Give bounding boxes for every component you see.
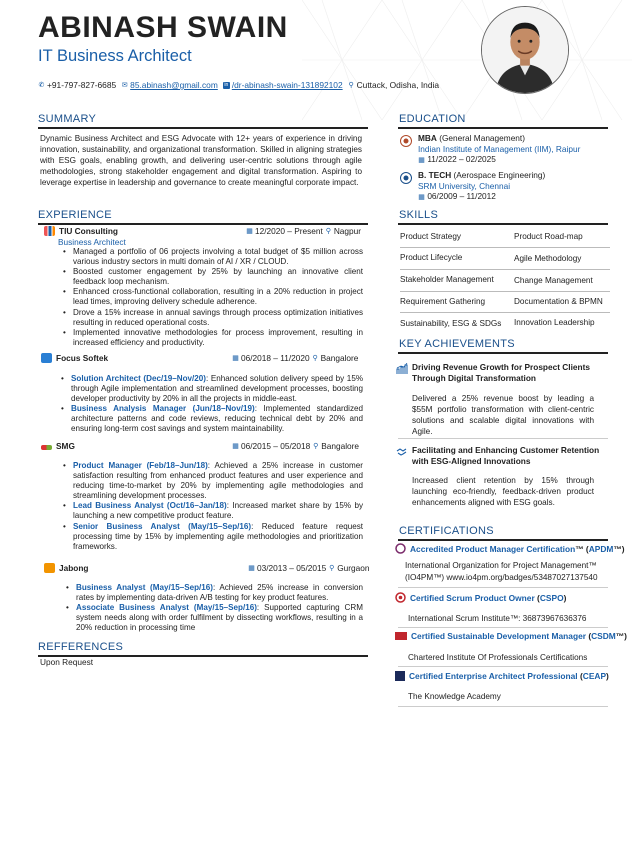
candidate-name: ABINASH SWAIN (38, 11, 288, 44)
skill-divider (400, 247, 610, 248)
srm-logo-icon (400, 172, 412, 184)
header-pattern (302, 0, 632, 120)
tiu-logo-icon (44, 226, 55, 236)
list-item: • Solution Architect (Dec/19–Nov/20): Enhanced solution delivery speed by 15% through Agile implementation and streamlined development processes, boosting developer productivity by 20% in all the projects in middle-east. (71, 374, 363, 404)
achievement-divider (398, 438, 608, 439)
handshake-icon (396, 446, 408, 458)
job-company: SMG (56, 441, 75, 451)
certification-apdm: Accredited Product Manager Certification™ (APDM™) (395, 543, 625, 554)
skill-item: Agile Methodology (514, 254, 582, 263)
list-item: • Implemented innovative methodologies for process improvement, resulting in increased efficiency and productivity. (73, 328, 363, 348)
email-link[interactable]: 85.abinash@gmail.com (130, 80, 218, 90)
job-tiu-header (44, 226, 118, 236)
job-company: TIU Consulting (59, 226, 118, 236)
job-tiu-bullets (73, 247, 363, 348)
summary-divider (38, 127, 368, 129)
job-location: Bangalore (321, 441, 360, 451)
list-item: • Business Analyst (May/15–Sep/16): Achieved 25% increase in conversion rates by implementing data-driven A/B testing for key product features. (76, 583, 363, 603)
calendar-icon: ▦ (418, 157, 425, 165)
list-item: • Enhanced cross-functional collaboration, resulting in a 20% reduction in project lead times, improving delivery schedule adherence. (73, 287, 363, 307)
growth-chart-icon (396, 363, 408, 375)
job-jabong-bullets (76, 583, 363, 633)
job-smg-meta (232, 441, 359, 451)
certification-divider (398, 627, 608, 628)
experience-heading: EXPERIENCE (38, 209, 112, 221)
calendar-icon: ▦ (248, 564, 255, 572)
certification-divider (398, 666, 608, 667)
achievement-title: Facilitating and Enhancing Customer Retention with ESG-Aligned Innovations (412, 445, 600, 466)
skill-divider (400, 269, 610, 270)
skill-item: Product Road-map (514, 232, 583, 241)
achievement-text: Delivered a 25% revenue boost by leading a $55M portfolio transformation with client-centric solutions and scalable digital innovations with Agile. (412, 394, 594, 436)
iim-logo-icon (400, 135, 412, 147)
list-item: • Drove a 15% increase in annual savings through process optimization initiatives resulting in reduced operational costs. (73, 308, 363, 328)
calendar-icon: ▦ (418, 194, 425, 202)
list-item: • Business Analysis Manager (Jun/18–Nov/19): Implemented standardized architecture patterns and code reviews, reducing technical debt by 20% and ensuring long-term cost savings and system maintainability. (71, 404, 363, 434)
job-jabong-header (44, 563, 89, 573)
certification-csdm: Certified Sustainable Development Manager (CSDM™) (395, 631, 627, 641)
references-heading: REFFERENCES (38, 641, 124, 653)
skill-item: Documentation & BPMN (514, 297, 603, 306)
institution: SRM University, Chennai (418, 180, 511, 191)
contact-bar (38, 80, 439, 90)
jabong-logo-icon (44, 563, 55, 573)
focus-softek-logo-icon (41, 353, 52, 363)
skill-item: Product Strategy (400, 232, 461, 241)
avatar-illustration (482, 7, 568, 93)
achievements-divider (398, 352, 608, 354)
job-tiu-meta (246, 226, 361, 236)
list-item: • Senior Business Analyst (May/15–Sep/16): Reduced feature request processing time by 15% by implementing agile methodologies and prioritization frameworks. (73, 522, 363, 552)
job-dates: 06/2015 – 05/2018 (241, 441, 311, 451)
education-divider (398, 127, 608, 129)
skills-divider (398, 223, 608, 225)
job-company: Focus Softek (56, 353, 109, 363)
skill-item: Stakeholder Management (400, 275, 494, 284)
location-pin-icon: ⚲ (313, 442, 319, 450)
skill-item: Product Lifecycle (400, 253, 463, 262)
knowledge-academy-logo-icon (395, 671, 405, 681)
certifications-heading: CERTIFICATIONS (399, 525, 494, 537)
scrum-institute-badge-icon (395, 592, 406, 603)
skills-heading: SKILLS (399, 209, 439, 221)
references-text: Upon Request (40, 657, 94, 667)
linkedin-item[interactable] (223, 80, 343, 90)
education-btech-text: B. TECH (Aerospace Engineering) SRM University, Chennai ▦ 06/2009 – 11/2012 (418, 170, 546, 202)
certification-issuer: The Knowledge Academy (408, 692, 501, 701)
location-pin-icon: ⚲ (348, 81, 354, 89)
summary-text: Dynamic Business Architect and ESG Advocate with 12+ years of experience in driving innovation, sustainability, and organizational transformation. Skilled in aligning strategies with ESG goals, enabling growth, and delivering user-centric solutions through agile methodologies, strong stakeholder engagement and digital transformation. Aspiring to leverage expertise in leadership and governance to create meaningful corporate impact. (40, 134, 362, 188)
job-dates: 12/2020 – Present (255, 226, 323, 236)
experience-divider (38, 223, 368, 225)
job-location: Bangalore (320, 353, 359, 363)
summary-heading: SUMMARY (38, 113, 97, 125)
calendar-icon: ▦ (246, 227, 253, 235)
location-pin-icon: ⚲ (325, 227, 331, 235)
achievements-heading: KEY ACHIEVEMENTS (399, 338, 515, 350)
certification-issuer: Chartered Institute Of Professionals Certifications (408, 653, 588, 662)
list-item: • Managed a portfolio of 06 projects involving a total budget of $5 million across various industry sectors in multi domain of AI / XR / CLOUD. (73, 247, 363, 267)
linkedin-link[interactable]: /dr-abinash-swain-131892102 (231, 80, 343, 90)
education-mba-text: MBA (General Management) Indian Institute of Management (IIM), Raipur ▦ 11/2022 – 02/2025 (418, 133, 581, 165)
phone-item (38, 80, 116, 90)
calendar-icon: ▦ (232, 354, 239, 362)
skill-item: Change Management (514, 276, 593, 285)
job-focus-header (41, 353, 108, 363)
list-item: • Lead Business Analyst (Oct/16–Jan/18): Increased market share by 15% by launching a new competitive product feature. (73, 501, 363, 521)
job-dates: 06/2018 – 11/2020 (241, 353, 310, 363)
location-pin-icon: ⚲ (329, 564, 335, 572)
job-role: Business Architect (58, 237, 126, 247)
certification-divider (398, 587, 608, 588)
list-item: • Associate Business Analyst (May/15–Sep/16): Supported capturing CRM system needs along with order fulfilment by dissecting workflows, resulting in a 20% reduction in processing time (76, 603, 363, 633)
location-item (348, 80, 439, 90)
certification-divider (398, 706, 608, 707)
skill-divider (400, 312, 610, 313)
achievement-title: Driving Revenue Growth for Prospect Clients Through Digital Transformation (412, 362, 590, 383)
skill-item: Sustainability, ESG & SDGs (400, 319, 502, 328)
education-dates: ▦ 11/2022 – 02/2025 (418, 154, 496, 165)
smg-logo-icon (41, 445, 52, 450)
job-location: Nagpur (333, 226, 362, 236)
phone-text: +91-797-827-6685 (47, 80, 117, 90)
job-focus-meta (232, 353, 358, 363)
job-focus-bullets (71, 374, 363, 435)
certifications-divider (398, 539, 608, 541)
job-dates: 03/2013 – 05/2015 (257, 563, 327, 573)
job-smg-bullets (73, 461, 363, 552)
degree: B. TECH (418, 170, 452, 180)
job-jabong-meta (248, 563, 370, 573)
education-heading: EDUCATION (399, 113, 466, 125)
institution: Indian Institute of Management (IIM), Raipur (418, 143, 581, 154)
email-item[interactable] (121, 80, 218, 90)
io4pm-badge-icon (395, 543, 406, 554)
list-item: • Boosted customer engagement by 25% by launching an innovative client feedback loop mechanism. (73, 267, 363, 287)
candidate-title: IT Business Architect (38, 47, 192, 65)
email-icon: ✉ (121, 81, 128, 89)
job-company: Jabong (59, 563, 89, 573)
certification-cspo: Certified Scrum Product Owner (CSPO) (395, 592, 566, 603)
linkedin-icon: in (224, 81, 229, 88)
certification-ceap: Certified Enterprise Architect Professional (CEAP) (395, 671, 609, 681)
phone-icon: ✆ (38, 81, 45, 89)
cipc-logo-icon (395, 632, 407, 640)
location-text: Cuttack, Odisha, India (356, 80, 440, 90)
achievement-text: Increased client retention by 15% through launching eco-friendly, feedback-driven product enhancements aligned with ESG goals. (412, 476, 594, 507)
skill-item: Requirement Gathering (400, 297, 486, 306)
education-dates: ▦ 06/2009 – 11/2012 (418, 191, 496, 202)
job-smg-header (41, 441, 75, 451)
job-location: Gurgaon (337, 563, 370, 573)
certification-issuer: International Scrum Institute™: 36873967636376 (408, 614, 587, 623)
location-pin-icon: ⚲ (312, 354, 318, 362)
list-item: • Product Manager (Feb/18–Jun/18): Achieved a 25% increase in customer satisfaction resulting from enhanced product features and user experience and reducing time-to-market by 20% by implementing agile methodologies and streamlining development processes. (73, 461, 363, 501)
certification-issuer: International Organization for Project Management™ (IO4PM™) www.io4pm.org/badges/53487027137540 (405, 561, 598, 582)
skill-item: Innovation Leadership (514, 318, 595, 327)
calendar-icon: ▦ (232, 442, 239, 450)
degree: MBA (418, 133, 437, 143)
skill-divider (400, 291, 610, 292)
profile-photo (481, 6, 569, 94)
